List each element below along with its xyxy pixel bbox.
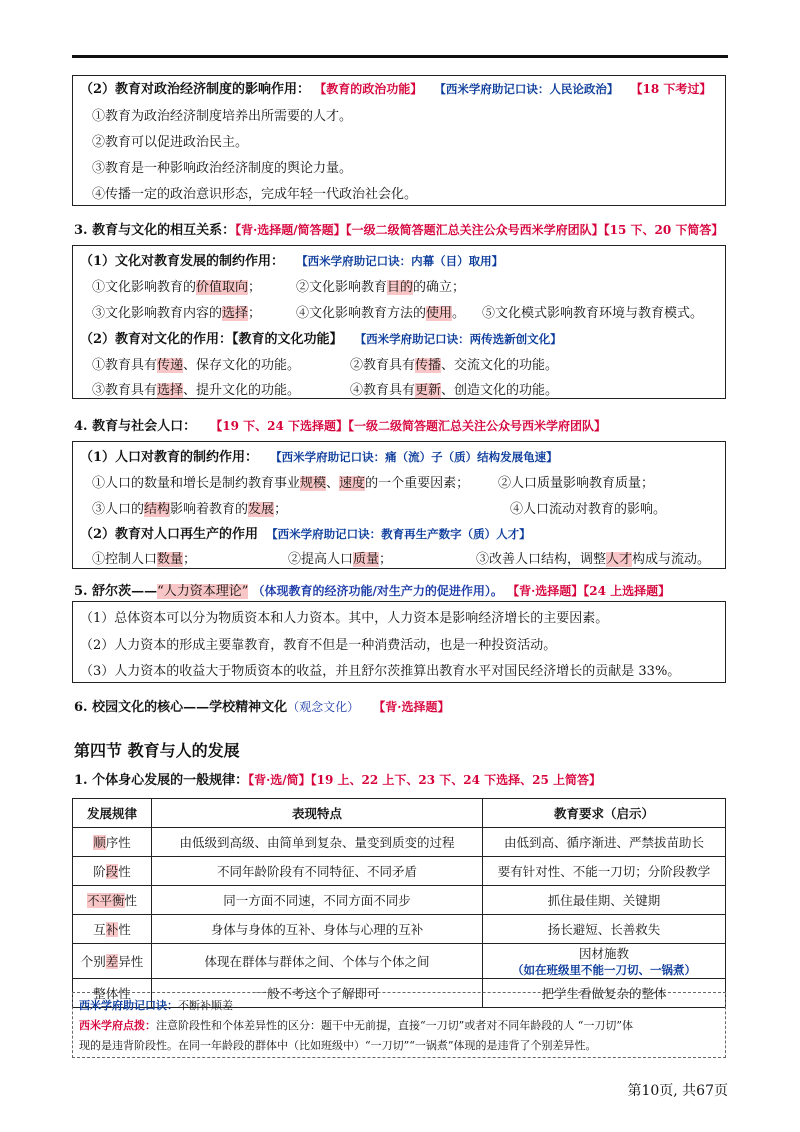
culture-sub2-heading — [80, 328, 562, 347]
political-exam-tag: 【18 下考过】 — [630, 82, 712, 96]
population-item: ②人口质量影响教育质量； — [498, 476, 655, 491]
memo-tip-cont: 现的是违背阶段性。在同一年龄段的群体中（比如班级中）“一刀切”“一锅煮”体现的是违背了个别差异性。 — [79, 1039, 597, 1052]
schultz-heading — [74, 580, 670, 599]
table-row — [73, 886, 726, 915]
schultz-tag: 【背·选择题】【24 上选择题】 — [507, 584, 671, 598]
culture-item: ⑤文化模式影响教育环境与教育模式。 — [482, 306, 704, 321]
law-cell: 不平衡性 — [73, 886, 152, 915]
memo-tip: 西米学府点拨：注意阶段性和个体差异性的区分：题干中无前提，直接“一刀切”或者对不同年龄段的人 “一刀切”体 — [79, 1019, 633, 1032]
law-cell: 整体性 — [73, 979, 152, 1008]
schultz-note: （体现教育的经济功能/对生产力的促进作用）。 — [252, 584, 503, 598]
population-effect-item: ③改善人口结构，调整人才构成与流动。 — [476, 552, 711, 567]
political-title: （2）教育对政治经济制度的影响作用： — [80, 82, 311, 97]
culture-item: ③文化影响教育内容的选择； — [92, 306, 262, 321]
memo-mnemonic: 西米学府助记口诀：不断补顺差 — [79, 999, 233, 1012]
header-rule — [72, 55, 728, 58]
population-item: ③人口的结构影响着教育的发展； — [92, 502, 288, 517]
population-sub2-heading — [80, 523, 531, 542]
law-cell: 顺序性 — [73, 828, 152, 857]
human-capital-item: （3）人力资本的收益大于物质资本的收益，并且舒尔茨推算出教育水平对国民经济增长的贡献是 33%。 — [80, 664, 681, 679]
feature-cell: 身体与身体的互补、身体与心理的互补 — [152, 915, 483, 944]
population-item: ④人口流动对教育的影响。 — [510, 502, 667, 517]
table-row — [73, 944, 726, 979]
table-row — [73, 857, 726, 886]
culture-item: ④文化影响教育方法的使用。 — [296, 306, 466, 321]
population-effect-item: ①控制人口数量； — [92, 552, 197, 567]
population-item: ①人口的数量和增长是制约教育事业规模、速度的一个重要因素； — [92, 476, 470, 491]
human-capital-item: （2）人力资本的形成主要靠教育，教育不但是一种消费活动，也是一种投资活动。 — [80, 638, 557, 653]
campus-culture-tag: 【背·选择题】 — [373, 700, 450, 714]
development-law-heading — [74, 769, 601, 788]
table-header: 教育要求（启示） — [483, 799, 726, 828]
political-mnemonic: 【西米学府助记口诀：人民论政治】 — [434, 82, 619, 96]
memo-box — [72, 992, 726, 1058]
development-law-table — [72, 798, 726, 1008]
feature-cell: 体现在群体与群体之间、个体与个体之间 — [152, 944, 483, 979]
population-sub1-mnemonic: 【西米学府助记口诀：痛（流）子（质）结构发展龟速】 — [270, 450, 558, 464]
table-header-row — [73, 799, 726, 828]
campus-culture-note: （观念文化） — [287, 700, 360, 714]
law-cell: 阶段性 — [73, 857, 152, 886]
requirement-cell: 扬长避短、长善救失 — [483, 915, 726, 944]
table-header: 发展规律 — [73, 799, 152, 828]
population-sub1-title: （1）人口对教育的制约作用： — [80, 450, 259, 465]
culture-sub1-heading — [80, 250, 503, 269]
culture-function-item: ①教育具有传递、保存文化的功能。 — [92, 358, 301, 373]
campus-culture-title: 6. 校园文化的核心——学校精神文化 — [74, 700, 288, 715]
population-sub2-mnemonic: 【西米学府助记口诀：教育再生产数字（质）人才】 — [266, 527, 531, 541]
culture-function-item: ④教育具有更新、创造文化的功能。 — [350, 383, 559, 398]
population-heading — [74, 415, 606, 434]
culture-function-item: ③教育具有选择、提升文化的功能。 — [92, 383, 301, 398]
development-law-title: 1. 个体身心发展的一般规律： — [74, 773, 249, 788]
feature-cell: 不同年龄阶段有不同特征、不同矛盾 — [152, 857, 483, 886]
requirement-cell: 因材施教（如在班级里不能一刀切、一锅煮） — [483, 944, 726, 979]
feature-cell: 同一方面不同速，不同方面不同步 — [152, 886, 483, 915]
culture-sub1-title: （1）文化对教育发展的制约作用： — [80, 254, 285, 269]
political-item: ③教育是一种影响政治经济制度的舆论力量。 — [92, 161, 353, 176]
development-law-tag: 【背·选/简】【19 上、22 上下、23 下、24 下选择、25 上简答】 — [248, 773, 602, 787]
table-header: 表现特点 — [152, 799, 483, 828]
law-cell: 个别差异性 — [73, 944, 152, 979]
requirement-cell: 把学生看做复杂的整体 — [483, 979, 726, 1008]
schultz-title: 5. 舒尔茨—— — [74, 584, 158, 599]
culture-tag: 【背·选择题/简答题】【一级二级简答题汇总关注公众号西米学府团队】【15 下、20 下简答】 — [235, 223, 724, 237]
population-title: 4. 教育与社会人口： — [74, 419, 197, 434]
population-tag: 【19 下、24 下选择题】【一级二级简答题汇总关注公众号西米学府团队】 — [210, 419, 607, 433]
political-item: ②教育可以促进政治民主。 — [92, 135, 249, 150]
culture-heading — [74, 219, 723, 238]
human-capital-item: （1）总体资本可以分为物质资本和人力资本。其中，人力资本是影响经济增长的主要因素。 — [80, 611, 609, 626]
table-row — [73, 915, 726, 944]
political-heading — [80, 78, 711, 97]
population-sub2-title: （2）教育对人口再生产的作用 — [80, 527, 259, 542]
section-four-title: 第四节 教育与人的发展 — [74, 741, 240, 760]
page-number: 第10页, 共67页 — [627, 1083, 728, 1099]
feature-cell: 由低级到高级、由简单到复杂、量变到质变的过程 — [152, 828, 483, 857]
political-tag: 【教育的政治功能】 — [314, 82, 423, 96]
culture-function-item: ②教育具有传播、交流文化的功能。 — [350, 358, 559, 373]
feature-cell: 一般不考这个了解即可 — [152, 979, 483, 1008]
campus-culture-heading — [74, 696, 449, 715]
requirement-cell: 要有针对性、不能一刀切；分阶段教学 — [483, 857, 726, 886]
requirement-cell: 抓住最佳期、关键期 — [483, 886, 726, 915]
culture-title: 3. 教育与文化的相互关系： — [74, 223, 236, 238]
requirement-cell: 由低到高、循序渐进、严禁拔苗助长 — [483, 828, 726, 857]
population-sub1-heading — [80, 446, 558, 465]
population-effect-item: ②提高人口质量； — [288, 552, 393, 567]
political-item: ④传播一定的政治意识形态，完成年轻一代政治社会化。 — [92, 187, 418, 202]
culture-item: ②文化影响教育目的的确立； — [296, 280, 466, 295]
political-item: ①教育为政治经济制度培养出所需要的人才。 — [92, 109, 353, 124]
law-cell: 互补性 — [73, 915, 152, 944]
culture-sub2-title: （2）教育对文化的作用：【教育的文化功能】 — [80, 332, 343, 347]
culture-item: ①文化影响教育的价值取向； — [92, 280, 262, 295]
culture-sub2-mnemonic: 【西米学府助记口诀：两传选新创文化】 — [354, 332, 562, 346]
table-row — [73, 828, 726, 857]
human-capital-term: “人力资本理论” — [157, 584, 249, 599]
culture-sub1-mnemonic: 【西米学府助记口诀：内幕（目）取用】 — [296, 254, 504, 268]
